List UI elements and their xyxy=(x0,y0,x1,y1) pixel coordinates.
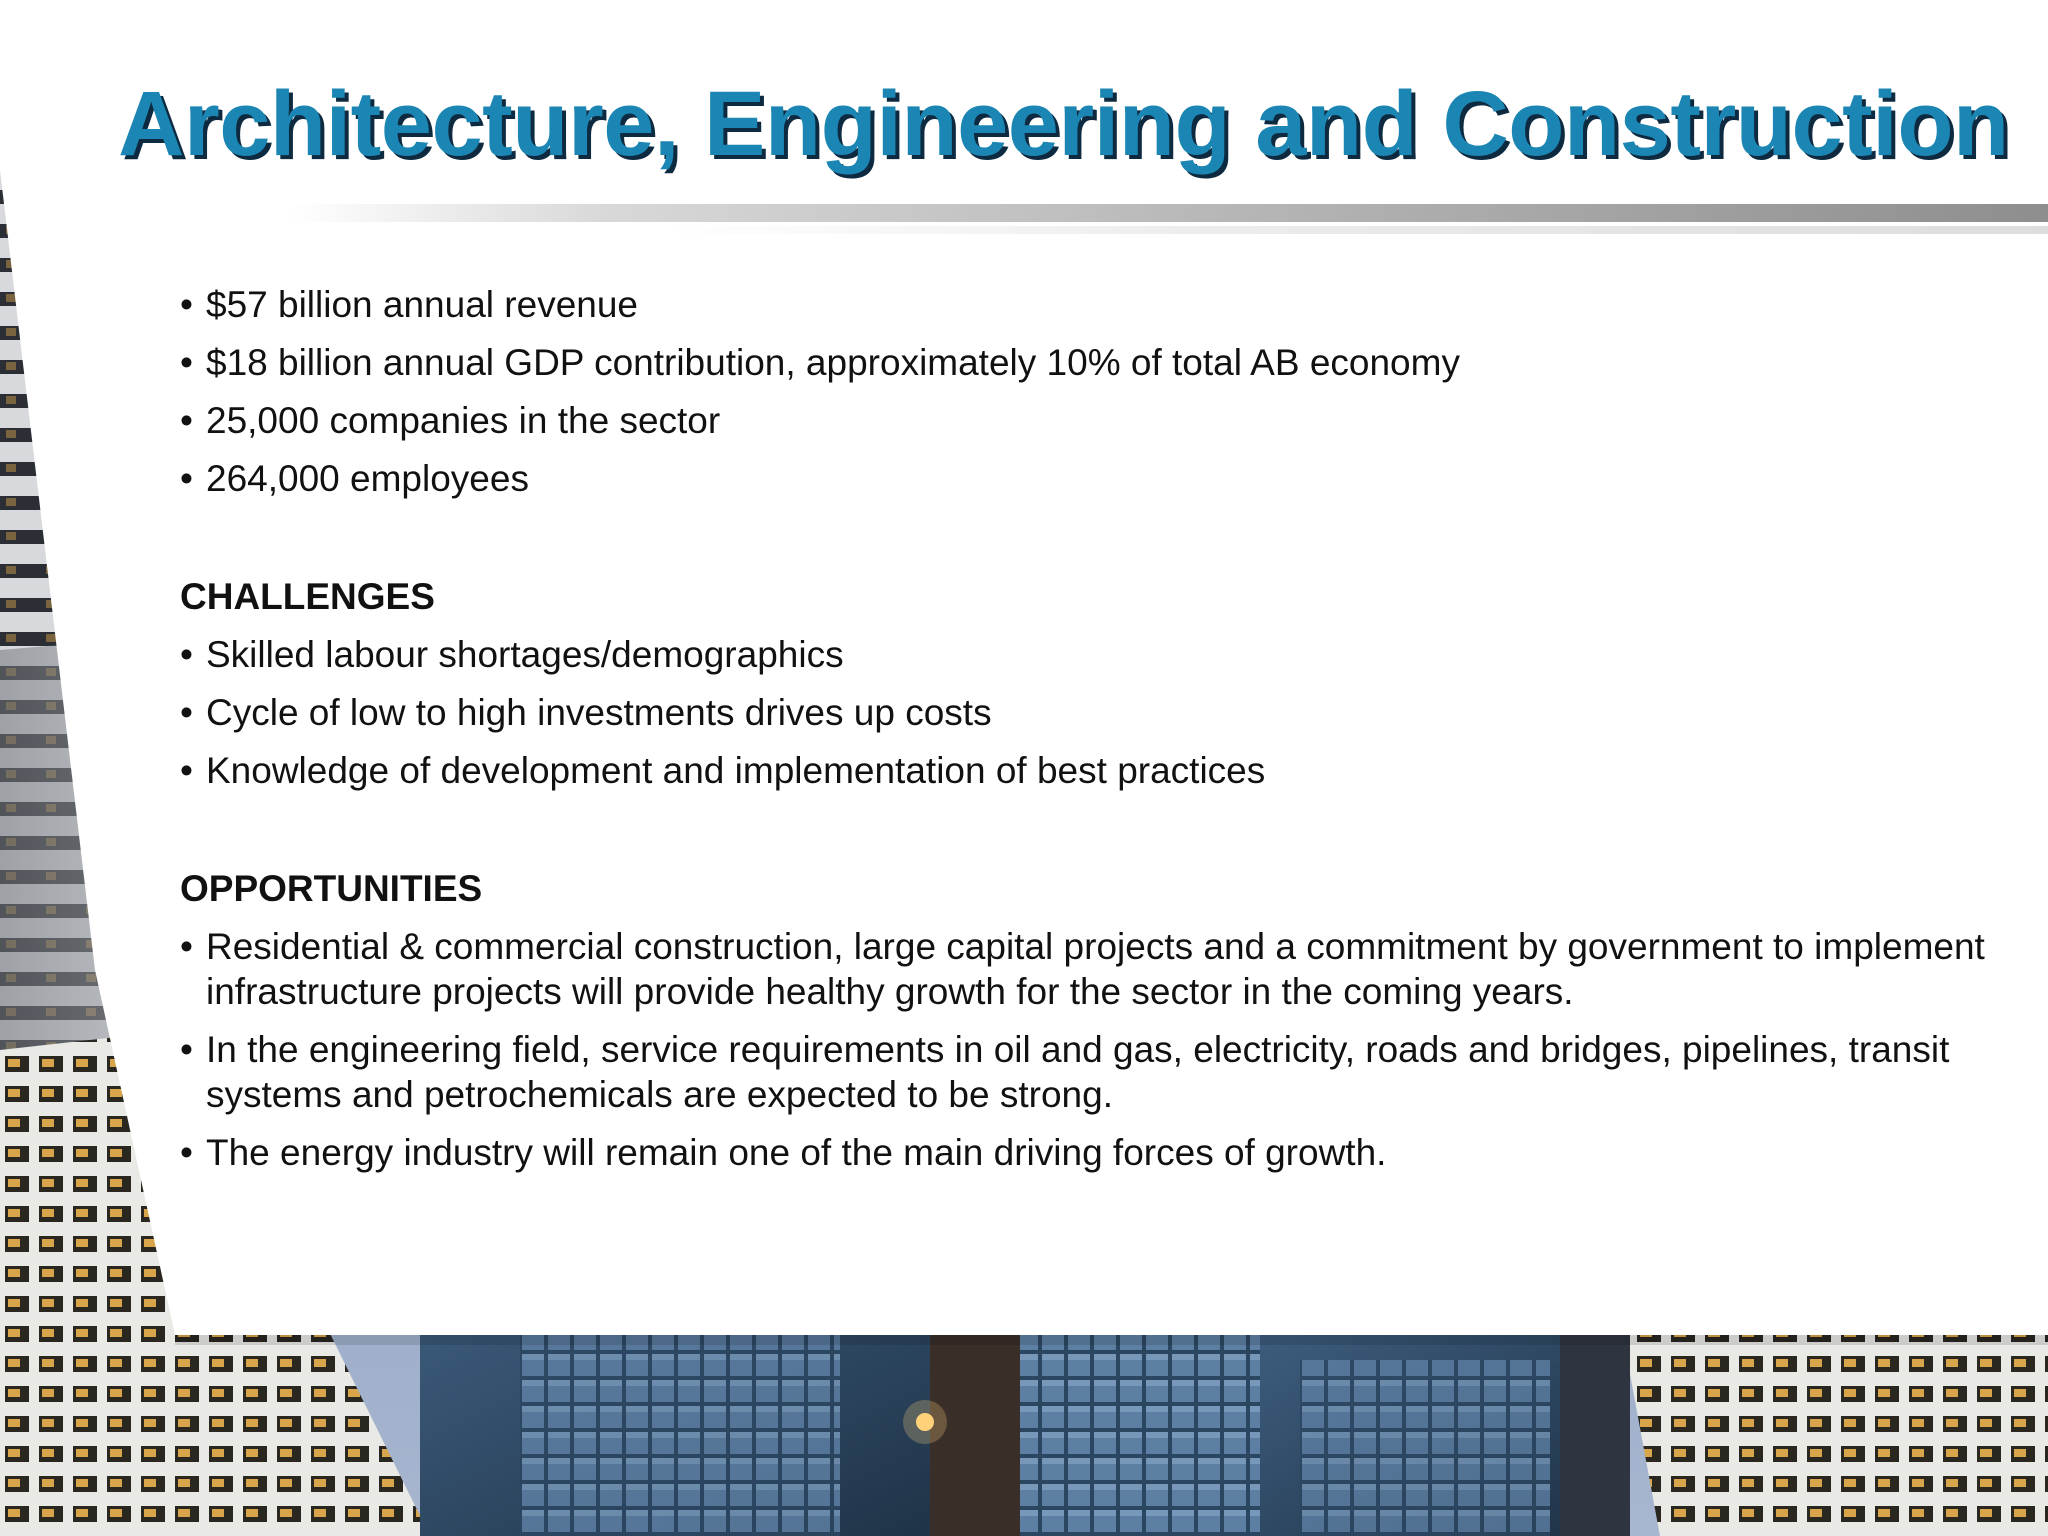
list-item: • Cycle of low to high investments drives up costs xyxy=(180,690,2000,735)
list-item: • Skilled labour shortages/demographics xyxy=(180,632,2000,677)
title-underline-secondary xyxy=(660,226,2048,234)
opportunities-list xyxy=(180,924,2000,1175)
list-item: • In the engineering field, service requirements in oil and gas, electricity, roads and bridges, pipelines, transit systems and petrochemicals are expected to be strong. xyxy=(180,1027,2000,1117)
list-item: • Residential & commercial construction, large capital projects and a commitment by government to implement infrastructure projects will provide healthy growth for the sector in the coming years. xyxy=(180,924,2000,1014)
slide-title: Architecture, Engineering and Construction xyxy=(118,73,2009,175)
challenges-heading: CHALLENGES xyxy=(180,576,435,617)
title-bar xyxy=(0,0,2048,230)
list-item: • 264,000 employees xyxy=(180,456,2000,501)
list-item: • Knowledge of development and implementation of best practices xyxy=(180,748,2000,793)
challenges-list xyxy=(180,632,2000,793)
list-item: • $18 billion annual GDP contribution, approximately 10% of total AB economy xyxy=(180,340,2000,385)
list-item: • 25,000 companies in the sector xyxy=(180,398,2000,443)
spacer xyxy=(180,514,2000,574)
facts-list xyxy=(180,282,2000,501)
slide-body xyxy=(180,282,2000,1188)
spacer xyxy=(180,806,2000,866)
list-item: • The energy industry will remain one of the main driving forces of growth. xyxy=(180,1130,2000,1175)
opportunities-heading: OPPORTUNITIES xyxy=(180,868,483,909)
title-underline xyxy=(290,204,2048,222)
list-item: • $57 billion annual revenue xyxy=(180,282,2000,327)
